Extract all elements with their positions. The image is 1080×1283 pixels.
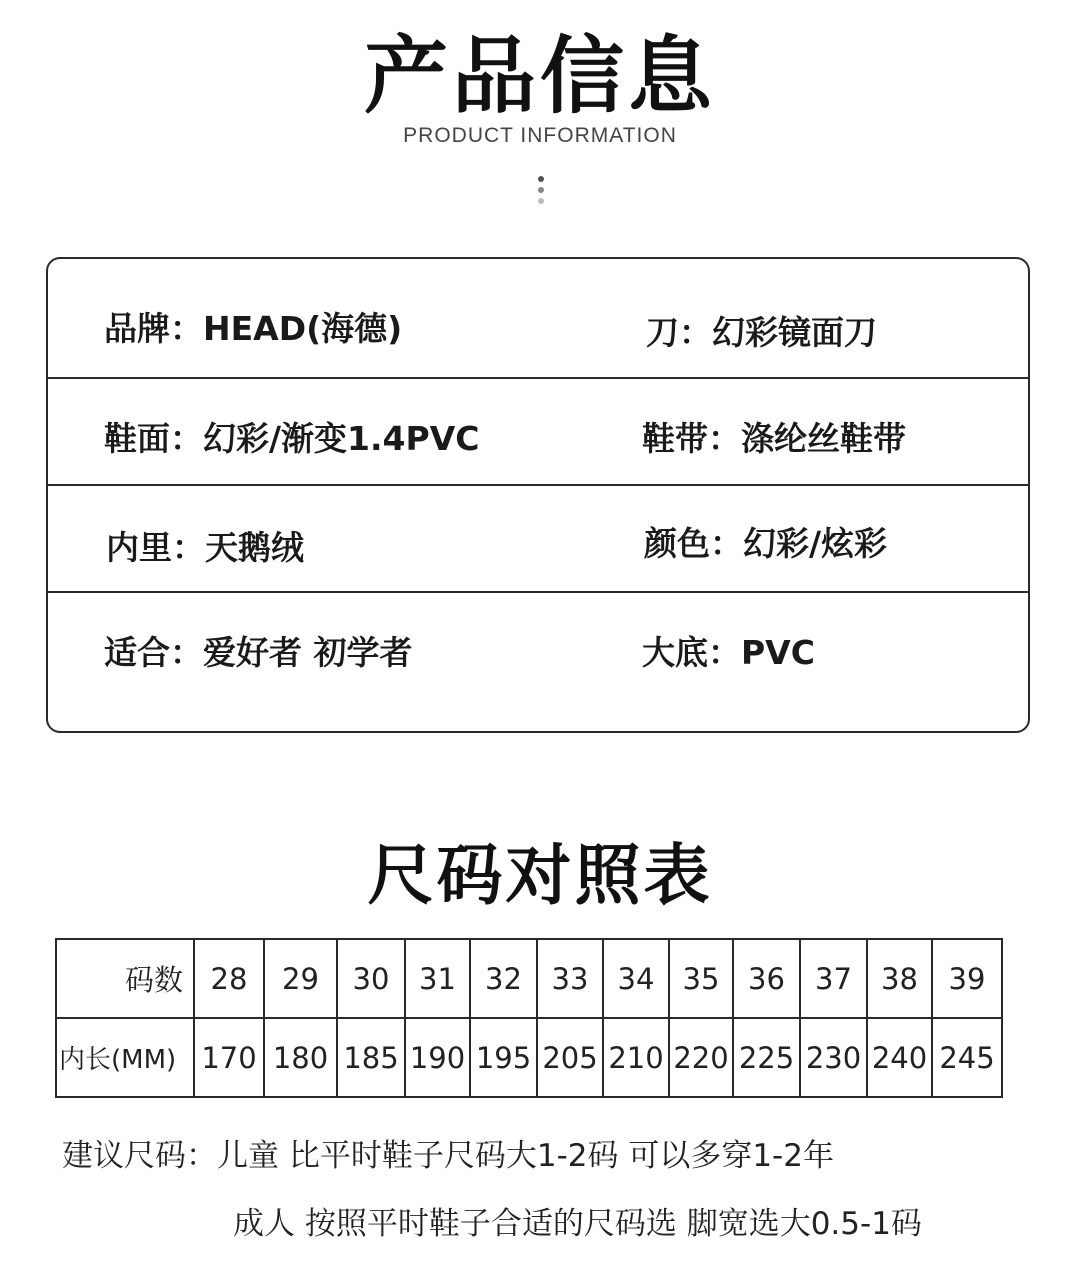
length-cell: 190 — [405, 1018, 470, 1097]
product-info-box — [46, 257, 1030, 733]
size-cell: 30 — [337, 939, 405, 1018]
info-suitable — [104, 627, 413, 674]
size-cell: 29 — [264, 939, 337, 1018]
length-cell: 205 — [537, 1018, 603, 1097]
size-cell: 31 — [405, 939, 470, 1018]
length-cell: 210 — [603, 1018, 669, 1097]
info-brand — [104, 303, 402, 350]
size-cell: 38 — [867, 939, 932, 1018]
info-row — [48, 259, 1028, 379]
table-row-lengths — [56, 1018, 1002, 1097]
info-value: 涤纶丝鞋带 — [741, 419, 906, 458]
page-subtitle: PRODUCT INFORMATION — [403, 124, 677, 147]
info-row — [48, 486, 1028, 593]
size-chart-table — [55, 938, 1003, 1098]
length-cell: 195 — [470, 1018, 537, 1097]
dot-icon — [538, 187, 544, 193]
size-advice-line-1: 建议尺码：儿童 比平时鞋子尺码大1-2码 可以多穿1-2年 — [62, 1138, 834, 1174]
info-key: 刀： — [646, 313, 712, 352]
dot-icon — [538, 198, 544, 204]
info-sole — [642, 627, 815, 674]
length-cell: 220 — [669, 1018, 733, 1097]
length-cell: 225 — [733, 1018, 800, 1097]
size-cell: 35 — [669, 939, 733, 1018]
size-chart-title: 尺码对照表 — [367, 837, 713, 914]
info-row — [48, 593, 1028, 731]
size-cell: 39 — [932, 939, 1002, 1018]
size-cell: 32 — [470, 939, 537, 1018]
length-cell: 230 — [800, 1018, 867, 1097]
decorative-dots — [537, 176, 545, 209]
info-key: 颜色： — [644, 524, 743, 563]
info-key: 适合： — [104, 633, 203, 672]
length-cell: 245 — [932, 1018, 1002, 1097]
size-cell: 37 — [800, 939, 867, 1018]
info-upper — [104, 413, 479, 460]
info-key: 品牌： — [104, 309, 203, 348]
info-value: PVC — [741, 633, 815, 672]
info-value: 爱好者 初学者 — [203, 633, 413, 672]
length-label: 内长(MM) — [56, 1018, 194, 1097]
info-laces — [642, 413, 906, 460]
size-label: 码数 — [56, 939, 194, 1018]
dot-icon — [538, 176, 544, 182]
info-row — [48, 379, 1028, 486]
size-cell: 34 — [603, 939, 669, 1018]
length-cell: 240 — [867, 1018, 932, 1097]
info-value: 幻彩/炫彩 — [743, 524, 888, 563]
table-row-sizes — [56, 939, 1002, 1018]
info-value: 天鹅绒 — [205, 528, 304, 567]
info-value: HEAD(海德) — [203, 309, 403, 348]
info-blade — [646, 307, 877, 354]
length-cell: 180 — [264, 1018, 337, 1097]
info-key: 大底： — [642, 633, 741, 672]
info-value: 幻彩/渐变1.4PVC — [203, 419, 480, 458]
info-value: 幻彩镜面刀 — [712, 313, 877, 352]
info-key: 鞋面： — [104, 419, 203, 458]
length-cell: 185 — [337, 1018, 405, 1097]
info-key: 鞋带： — [642, 419, 741, 458]
info-lining — [106, 522, 304, 569]
info-key: 内里： — [106, 528, 205, 567]
size-advice-line-2: 成人 按照平时鞋子合适的尺码选 脚宽选大0.5-1码 — [233, 1206, 922, 1242]
page-title: 产品信息 — [363, 27, 716, 125]
size-cell: 28 — [194, 939, 264, 1018]
length-cell: 170 — [194, 1018, 264, 1097]
size-cell: 33 — [537, 939, 603, 1018]
info-color — [644, 518, 887, 565]
size-cell: 36 — [733, 939, 800, 1018]
